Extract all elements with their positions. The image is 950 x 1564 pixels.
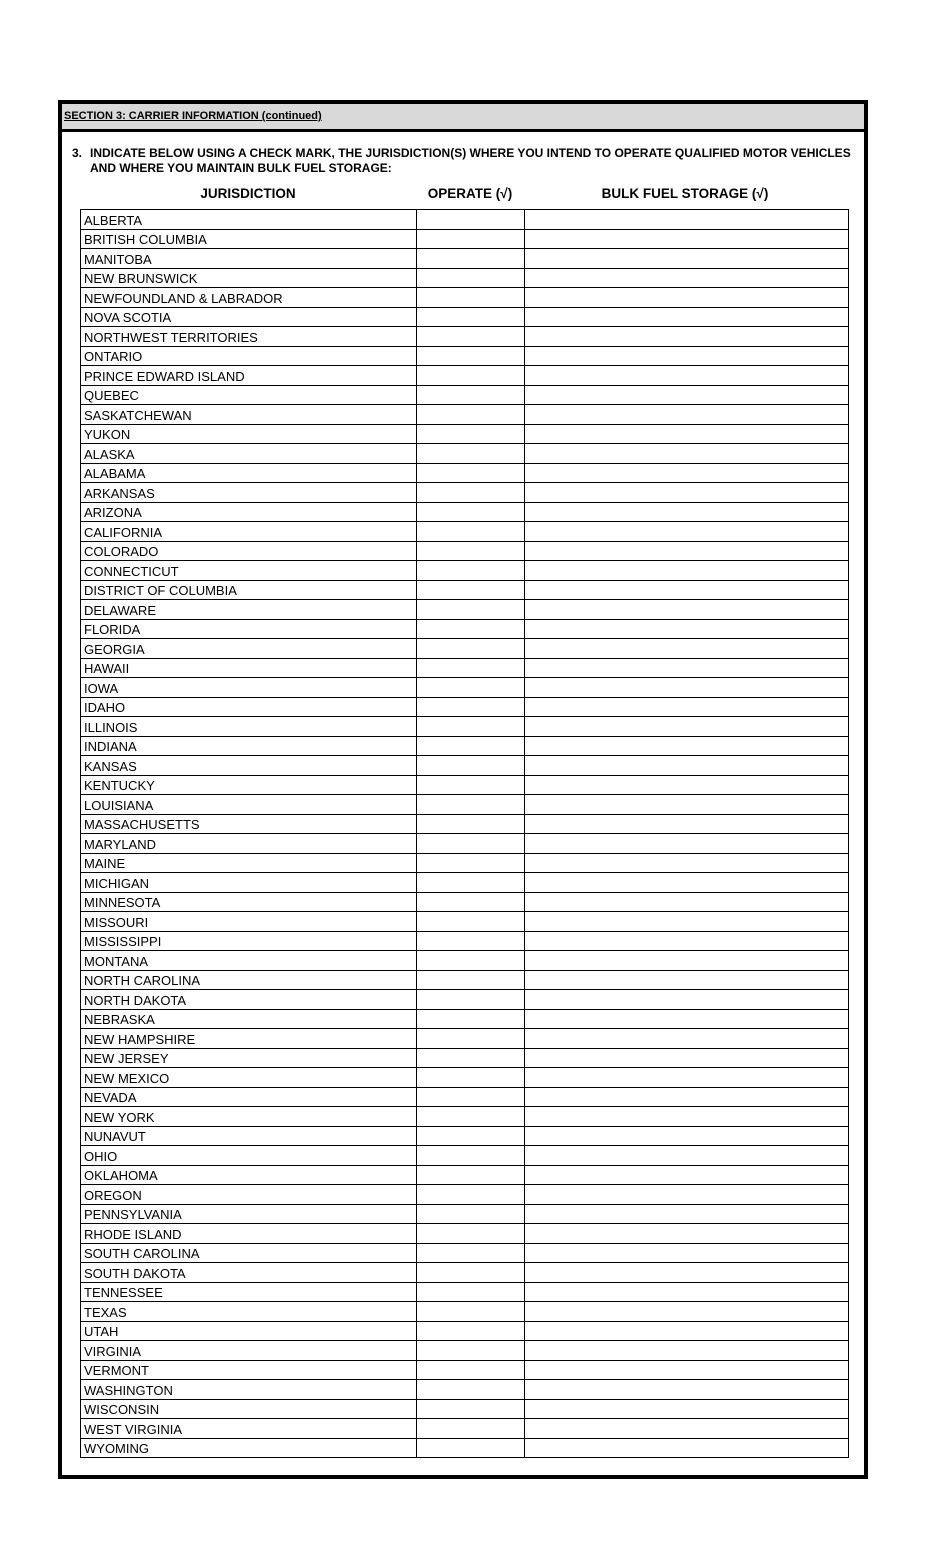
bulk-fuel-checkbox-cell[interactable] xyxy=(525,541,849,561)
table-row xyxy=(81,502,849,522)
table-row xyxy=(81,1009,849,1029)
bulk-fuel-checkbox-cell[interactable] xyxy=(525,1341,849,1361)
table-row xyxy=(81,892,849,912)
bulk-fuel-checkbox-cell[interactable] xyxy=(525,834,849,854)
table-row xyxy=(81,483,849,503)
bulk-fuel-checkbox-cell[interactable] xyxy=(525,502,849,522)
bulk-fuel-checkbox-cell[interactable] xyxy=(525,580,849,600)
table-row xyxy=(81,444,849,464)
bulk-fuel-checkbox-cell[interactable] xyxy=(525,229,849,249)
jurisdiction-name: MONTANA xyxy=(81,951,417,971)
operate-checkbox-cell[interactable] xyxy=(417,1438,525,1458)
bulk-fuel-checkbox-cell[interactable] xyxy=(525,1087,849,1107)
operate-checkbox-cell[interactable] xyxy=(417,463,525,483)
jurisdiction-name: KANSAS xyxy=(81,756,417,776)
jurisdiction-name: TENNESSEE xyxy=(81,1282,417,1302)
bulk-fuel-checkbox-cell[interactable] xyxy=(525,912,849,932)
operate-checkbox-cell[interactable] xyxy=(417,541,525,561)
operate-checkbox-cell[interactable] xyxy=(417,346,525,366)
table-row xyxy=(81,346,849,366)
jurisdiction-name: MASSACHUSETTS xyxy=(81,814,417,834)
operate-checkbox-cell[interactable] xyxy=(417,307,525,327)
operate-checkbox-cell[interactable] xyxy=(417,1419,525,1439)
table-row xyxy=(81,1165,849,1185)
bulk-fuel-checkbox-cell[interactable] xyxy=(525,1380,849,1400)
jurisdiction-name: VIRGINIA xyxy=(81,1341,417,1361)
bulk-fuel-checkbox-cell[interactable] xyxy=(525,307,849,327)
table-row xyxy=(81,1419,849,1439)
bulk-fuel-checkbox-cell[interactable] xyxy=(525,1224,849,1244)
table-row xyxy=(81,424,849,444)
bulk-fuel-checkbox-cell[interactable] xyxy=(525,1126,849,1146)
jurisdiction-name: RHODE ISLAND xyxy=(81,1224,417,1244)
jurisdiction-name: NORTHWEST TERRITORIES xyxy=(81,327,417,347)
table-row xyxy=(81,1341,849,1361)
jurisdiction-name: PRINCE EDWARD ISLAND xyxy=(81,366,417,386)
operate-checkbox-cell[interactable] xyxy=(417,1204,525,1224)
table-row xyxy=(81,814,849,834)
bulk-fuel-checkbox-cell[interactable] xyxy=(525,756,849,776)
table-row xyxy=(81,619,849,639)
bulk-fuel-checkbox-cell[interactable] xyxy=(525,1243,849,1263)
bulk-fuel-checkbox-cell[interactable] xyxy=(525,1009,849,1029)
operate-checkbox-cell[interactable] xyxy=(417,1107,525,1127)
operate-checkbox-cell[interactable] xyxy=(417,1360,525,1380)
jurisdiction-name: DISTRICT OF COLUMBIA xyxy=(81,580,417,600)
operate-checkbox-cell[interactable] xyxy=(417,1068,525,1088)
operate-checkbox-cell[interactable] xyxy=(417,1243,525,1263)
table-row xyxy=(81,288,849,308)
bulk-fuel-checkbox-cell[interactable] xyxy=(525,1321,849,1341)
jurisdiction-name: WYOMING xyxy=(81,1438,417,1458)
table-row xyxy=(81,561,849,581)
jurisdiction-name: ARKANSAS xyxy=(81,483,417,503)
column-header-operate: OPERATE (√) xyxy=(427,186,513,201)
operate-checkbox-cell[interactable] xyxy=(417,385,525,405)
table-row xyxy=(81,366,849,386)
bulk-fuel-checkbox-cell[interactable] xyxy=(525,366,849,386)
table-row xyxy=(81,600,849,620)
table-row xyxy=(81,541,849,561)
operate-checkbox-cell[interactable] xyxy=(417,814,525,834)
jurisdiction-name: YUKON xyxy=(81,424,417,444)
jurisdiction-name: NEVADA xyxy=(81,1087,417,1107)
bulk-fuel-checkbox-cell[interactable] xyxy=(525,775,849,795)
operate-checkbox-cell[interactable] xyxy=(417,580,525,600)
operate-checkbox-cell[interactable] xyxy=(417,951,525,971)
table-row xyxy=(81,736,849,756)
bulk-fuel-checkbox-cell[interactable] xyxy=(525,892,849,912)
jurisdiction-name: INDIANA xyxy=(81,736,417,756)
operate-checkbox-cell[interactable] xyxy=(417,1146,525,1166)
operate-checkbox-cell[interactable] xyxy=(417,229,525,249)
operate-checkbox-cell[interactable] xyxy=(417,1029,525,1049)
jurisdiction-name: CALIFORNIA xyxy=(81,522,417,542)
jurisdiction-name: SOUTH CAROLINA xyxy=(81,1243,417,1263)
jurisdiction-name: MINNESOTA xyxy=(81,892,417,912)
table-row xyxy=(81,1282,849,1302)
operate-checkbox-cell[interactable] xyxy=(417,678,525,698)
table-row xyxy=(81,327,849,347)
table-row xyxy=(81,229,849,249)
bulk-fuel-checkbox-cell[interactable] xyxy=(525,795,849,815)
operate-checkbox-cell[interactable] xyxy=(417,892,525,912)
table-row xyxy=(81,756,849,776)
bulk-fuel-checkbox-cell[interactable] xyxy=(525,1204,849,1224)
jurisdiction-name: ILLINOIS xyxy=(81,717,417,737)
bulk-fuel-checkbox-cell[interactable] xyxy=(525,463,849,483)
bulk-fuel-checkbox-cell[interactable] xyxy=(525,619,849,639)
table-row xyxy=(81,1360,849,1380)
jurisdiction-name: WASHINGTON xyxy=(81,1380,417,1400)
question-3 xyxy=(72,146,852,176)
jurisdiction-name: NUNAVUT xyxy=(81,1126,417,1146)
column-header-jurisdiction: JURISDICTION xyxy=(200,186,296,201)
table-row xyxy=(81,1380,849,1400)
table-row xyxy=(81,1146,849,1166)
section-header: SECTION 3: CARRIER INFORMATION (continued) xyxy=(62,104,864,132)
bulk-fuel-checkbox-cell[interactable] xyxy=(525,931,849,951)
jurisdiction-name: NEW BRUNSWICK xyxy=(81,268,417,288)
jurisdiction-name: MANITOBA xyxy=(81,249,417,269)
table-row xyxy=(81,951,849,971)
operate-checkbox-cell[interactable] xyxy=(417,327,525,347)
bulk-fuel-checkbox-cell[interactable] xyxy=(525,1048,849,1068)
table-row xyxy=(81,249,849,269)
table-row xyxy=(81,522,849,542)
table-row xyxy=(81,268,849,288)
operate-checkbox-cell[interactable] xyxy=(417,756,525,776)
table-row xyxy=(81,1204,849,1224)
bulk-fuel-checkbox-cell[interactable] xyxy=(525,483,849,503)
operate-checkbox-cell[interactable] xyxy=(417,561,525,581)
jurisdiction-name: NEW YORK xyxy=(81,1107,417,1127)
bulk-fuel-checkbox-cell[interactable] xyxy=(525,873,849,893)
jurisdiction-table xyxy=(80,209,849,1458)
table-row xyxy=(81,639,849,659)
jurisdiction-name: MISSOURI xyxy=(81,912,417,932)
jurisdiction-name: NEW MEXICO xyxy=(81,1068,417,1088)
bulk-fuel-checkbox-cell[interactable] xyxy=(525,346,849,366)
operate-checkbox-cell[interactable] xyxy=(417,522,525,542)
operate-checkbox-cell[interactable] xyxy=(417,1224,525,1244)
bulk-fuel-checkbox-cell[interactable] xyxy=(525,1185,849,1205)
jurisdiction-name: MICHIGAN xyxy=(81,873,417,893)
jurisdiction-name: NORTH DAKOTA xyxy=(81,990,417,1010)
jurisdiction-name: NEW JERSEY xyxy=(81,1048,417,1068)
operate-checkbox-cell[interactable] xyxy=(417,873,525,893)
jurisdiction-name: MARYLAND xyxy=(81,834,417,854)
jurisdiction-name: QUEBEC xyxy=(81,385,417,405)
bulk-fuel-checkbox-cell[interactable] xyxy=(525,951,849,971)
table-row xyxy=(81,912,849,932)
operate-checkbox-cell[interactable] xyxy=(417,1399,525,1419)
bulk-fuel-checkbox-cell[interactable] xyxy=(525,990,849,1010)
operate-checkbox-cell[interactable] xyxy=(417,970,525,990)
jurisdiction-name: PENNSYLVANIA xyxy=(81,1204,417,1224)
operate-checkbox-cell[interactable] xyxy=(417,600,525,620)
operate-checkbox-cell[interactable] xyxy=(417,424,525,444)
operate-checkbox-cell[interactable] xyxy=(417,366,525,386)
jurisdiction-name: FLORIDA xyxy=(81,619,417,639)
table-row xyxy=(81,678,849,698)
bulk-fuel-checkbox-cell[interactable] xyxy=(525,1438,849,1458)
table-row xyxy=(81,1302,849,1322)
table-row xyxy=(81,463,849,483)
bulk-fuel-checkbox-cell[interactable] xyxy=(525,658,849,678)
bulk-fuel-checkbox-cell[interactable] xyxy=(525,970,849,990)
bulk-fuel-checkbox-cell[interactable] xyxy=(525,385,849,405)
bulk-fuel-checkbox-cell[interactable] xyxy=(525,210,849,230)
table-row xyxy=(81,873,849,893)
table-row xyxy=(81,775,849,795)
bulk-fuel-checkbox-cell[interactable] xyxy=(525,678,849,698)
jurisdiction-name: NOVA SCOTIA xyxy=(81,307,417,327)
table-row xyxy=(81,1399,849,1419)
table-row xyxy=(81,1185,849,1205)
bulk-fuel-checkbox-cell[interactable] xyxy=(525,1282,849,1302)
jurisdiction-name: ARIZONA xyxy=(81,502,417,522)
operate-checkbox-cell[interactable] xyxy=(417,795,525,815)
bulk-fuel-checkbox-cell[interactable] xyxy=(525,639,849,659)
table-row xyxy=(81,1243,849,1263)
operate-checkbox-cell[interactable] xyxy=(417,775,525,795)
jurisdiction-name: IOWA xyxy=(81,678,417,698)
jurisdiction-name: CONNECTICUT xyxy=(81,561,417,581)
jurisdiction-name: COLORADO xyxy=(81,541,417,561)
bulk-fuel-checkbox-cell[interactable] xyxy=(525,444,849,464)
bulk-fuel-checkbox-cell[interactable] xyxy=(525,853,849,873)
table-row xyxy=(81,931,849,951)
jurisdiction-name: BRITISH COLUMBIA xyxy=(81,229,417,249)
operate-checkbox-cell[interactable] xyxy=(417,444,525,464)
bulk-fuel-checkbox-cell[interactable] xyxy=(525,1419,849,1439)
table-row xyxy=(81,1087,849,1107)
table-row xyxy=(81,1224,849,1244)
bulk-fuel-checkbox-cell[interactable] xyxy=(525,249,849,269)
operate-checkbox-cell[interactable] xyxy=(417,931,525,951)
operate-checkbox-cell[interactable] xyxy=(417,912,525,932)
jurisdiction-name: OHIO xyxy=(81,1146,417,1166)
column-header-bulk-fuel-storage: BULK FUEL STORAGE (√) xyxy=(601,186,769,201)
operate-checkbox-cell[interactable] xyxy=(417,1341,525,1361)
jurisdiction-name: ONTARIO xyxy=(81,346,417,366)
bulk-fuel-checkbox-cell[interactable] xyxy=(525,405,849,425)
operate-checkbox-cell[interactable] xyxy=(417,1048,525,1068)
bulk-fuel-checkbox-cell[interactable] xyxy=(525,288,849,308)
table-row xyxy=(81,834,849,854)
jurisdiction-name: IDAHO xyxy=(81,697,417,717)
bulk-fuel-checkbox-cell[interactable] xyxy=(525,1029,849,1049)
operate-checkbox-cell[interactable] xyxy=(417,1321,525,1341)
bulk-fuel-checkbox-cell[interactable] xyxy=(525,814,849,834)
jurisdiction-name: KENTUCKY xyxy=(81,775,417,795)
operate-checkbox-cell[interactable] xyxy=(417,210,525,230)
jurisdiction-name: HAWAII xyxy=(81,658,417,678)
table-row xyxy=(81,210,849,230)
bulk-fuel-checkbox-cell[interactable] xyxy=(525,600,849,620)
jurisdiction-name: TEXAS xyxy=(81,1302,417,1322)
table-row xyxy=(81,795,849,815)
jurisdiction-name: GEORGIA xyxy=(81,639,417,659)
table-row xyxy=(81,970,849,990)
bulk-fuel-checkbox-cell[interactable] xyxy=(525,327,849,347)
table-row xyxy=(81,1048,849,1068)
table-row xyxy=(81,1263,849,1283)
table-row xyxy=(81,1321,849,1341)
jurisdiction-name: WEST VIRGINIA xyxy=(81,1419,417,1439)
jurisdiction-name: NEBRASKA xyxy=(81,1009,417,1029)
bulk-fuel-checkbox-cell[interactable] xyxy=(525,697,849,717)
table-row xyxy=(81,385,849,405)
jurisdiction-name: ALABAMA xyxy=(81,463,417,483)
operate-checkbox-cell[interactable] xyxy=(417,483,525,503)
operate-checkbox-cell[interactable] xyxy=(417,717,525,737)
bulk-fuel-checkbox-cell[interactable] xyxy=(525,561,849,581)
table-row xyxy=(81,990,849,1010)
bulk-fuel-checkbox-cell[interactable] xyxy=(525,424,849,444)
table-row xyxy=(81,1126,849,1146)
operate-checkbox-cell[interactable] xyxy=(417,1263,525,1283)
jurisdiction-name: ALBERTA xyxy=(81,210,417,230)
operate-checkbox-cell[interactable] xyxy=(417,1009,525,1029)
table-row xyxy=(81,717,849,737)
table-row xyxy=(81,658,849,678)
operate-checkbox-cell[interactable] xyxy=(417,1126,525,1146)
bulk-fuel-checkbox-cell[interactable] xyxy=(525,1302,849,1322)
operate-checkbox-cell[interactable] xyxy=(417,1165,525,1185)
operate-checkbox-cell[interactable] xyxy=(417,268,525,288)
bulk-fuel-checkbox-cell[interactable] xyxy=(525,1360,849,1380)
operate-checkbox-cell[interactable] xyxy=(417,1302,525,1322)
operate-checkbox-cell[interactable] xyxy=(417,990,525,1010)
jurisdiction-name: ALASKA xyxy=(81,444,417,464)
operate-checkbox-cell[interactable] xyxy=(417,658,525,678)
jurisdiction-name: OREGON xyxy=(81,1185,417,1205)
jurisdiction-name: NORTH CAROLINA xyxy=(81,970,417,990)
jurisdiction-name: MISSISSIPPI xyxy=(81,931,417,951)
question-number: 3. xyxy=(72,146,83,160)
jurisdiction-name: NEW HAMPSHIRE xyxy=(81,1029,417,1049)
operate-checkbox-cell[interactable] xyxy=(417,1380,525,1400)
bulk-fuel-checkbox-cell[interactable] xyxy=(525,1107,849,1127)
table-row xyxy=(81,1438,849,1458)
table-row xyxy=(81,1107,849,1127)
jurisdiction-name: DELAWARE xyxy=(81,600,417,620)
table-row xyxy=(81,1068,849,1088)
operate-checkbox-cell[interactable] xyxy=(417,1087,525,1107)
operate-checkbox-cell[interactable] xyxy=(417,249,525,269)
operate-checkbox-cell[interactable] xyxy=(417,639,525,659)
operate-checkbox-cell[interactable] xyxy=(417,502,525,522)
table-row xyxy=(81,697,849,717)
bulk-fuel-checkbox-cell[interactable] xyxy=(525,1399,849,1419)
section-3-box xyxy=(58,100,868,1479)
bulk-fuel-checkbox-cell[interactable] xyxy=(525,1263,849,1283)
table-row xyxy=(81,580,849,600)
jurisdiction-name: LOUISIANA xyxy=(81,795,417,815)
operate-checkbox-cell[interactable] xyxy=(417,619,525,639)
bulk-fuel-checkbox-cell[interactable] xyxy=(525,1146,849,1166)
question-text: INDICATE BELOW USING A CHECK MARK, THE JURISDICTION(S) WHERE YOU INTEND TO OPERATE QUALIFIED MOTOR VEHICLES AND WHERE YOU MAINTAIN BULK FUEL STORAGE: xyxy=(90,146,851,175)
bulk-fuel-checkbox-cell[interactable] xyxy=(525,1165,849,1185)
operate-checkbox-cell[interactable] xyxy=(417,288,525,308)
operate-checkbox-cell[interactable] xyxy=(417,1185,525,1205)
jurisdiction-name: UTAH xyxy=(81,1321,417,1341)
bulk-fuel-checkbox-cell[interactable] xyxy=(525,736,849,756)
table-row xyxy=(81,405,849,425)
jurisdiction-name: NEWFOUNDLAND & LABRADOR xyxy=(81,288,417,308)
operate-checkbox-cell[interactable] xyxy=(417,1282,525,1302)
operate-checkbox-cell[interactable] xyxy=(417,736,525,756)
jurisdiction-name: SOUTH DAKOTA xyxy=(81,1263,417,1283)
operate-checkbox-cell[interactable] xyxy=(417,853,525,873)
operate-checkbox-cell[interactable] xyxy=(417,405,525,425)
table-row xyxy=(81,307,849,327)
bulk-fuel-checkbox-cell[interactable] xyxy=(525,522,849,542)
jurisdiction-name: MAINE xyxy=(81,853,417,873)
bulk-fuel-checkbox-cell[interactable] xyxy=(525,717,849,737)
table-row xyxy=(81,1029,849,1049)
bulk-fuel-checkbox-cell[interactable] xyxy=(525,1068,849,1088)
jurisdiction-name: VERMONT xyxy=(81,1360,417,1380)
operate-checkbox-cell[interactable] xyxy=(417,834,525,854)
jurisdiction-name: OKLAHOMA xyxy=(81,1165,417,1185)
bulk-fuel-checkbox-cell[interactable] xyxy=(525,268,849,288)
jurisdiction-name: WISCONSIN xyxy=(81,1399,417,1419)
table-row xyxy=(81,853,849,873)
operate-checkbox-cell[interactable] xyxy=(417,697,525,717)
jurisdiction-name: SASKATCHEWAN xyxy=(81,405,417,425)
